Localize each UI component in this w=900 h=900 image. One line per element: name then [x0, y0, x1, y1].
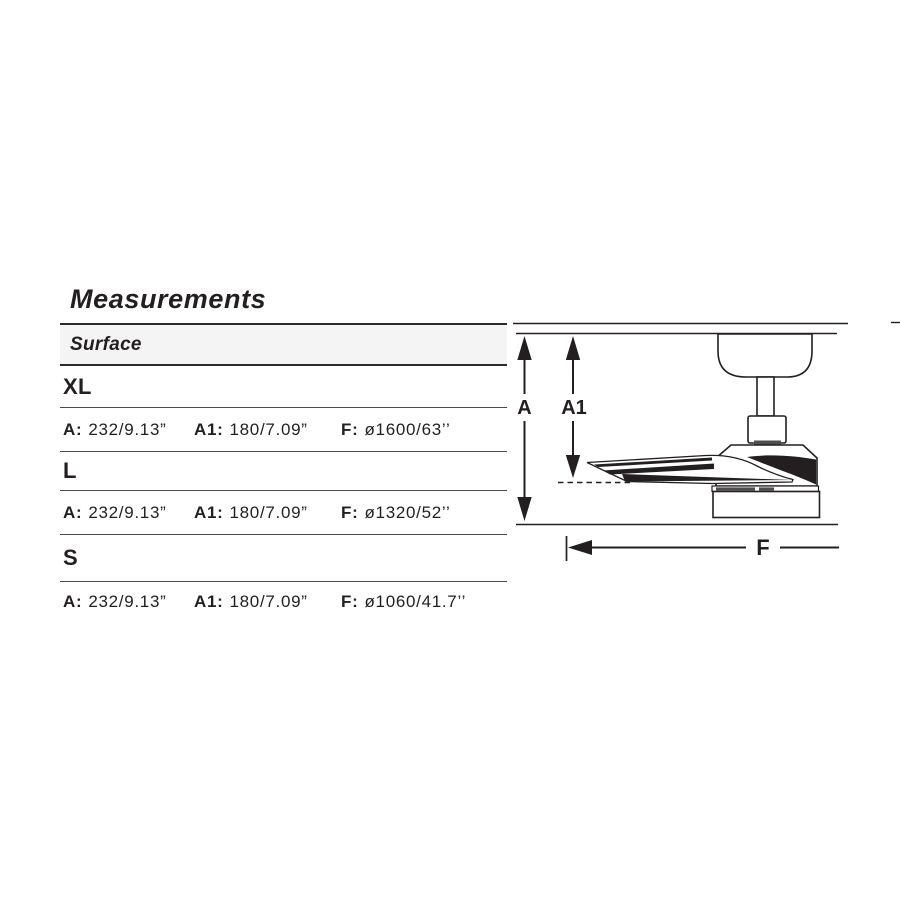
dim-a-key: A: — [63, 592, 83, 611]
surface-header-label: Surface — [70, 333, 142, 355]
dim-a-value: 232/9.13” — [88, 419, 167, 439]
dim-a1-value: 180/7.09” — [229, 502, 308, 522]
table-header-surface — [60, 325, 507, 366]
arrowhead-down-icon — [517, 497, 531, 521]
rim-segment-left — [716, 487, 755, 490]
dim-a1-value: 180/7.09” — [229, 419, 308, 439]
dim-f-value: ø1320/52’’ — [364, 502, 451, 522]
dim-a1-cell — [194, 420, 341, 440]
arrowhead-left-icon — [568, 540, 592, 555]
size-row-s — [60, 535, 507, 582]
measure-row-xl — [60, 408, 507, 452]
dim-f-key: F: — [341, 502, 359, 522]
dim-a-cell — [63, 420, 194, 440]
dim-f-cell — [341, 420, 451, 440]
rim-segment-right — [759, 487, 774, 490]
light-kit-box — [713, 492, 820, 518]
dim-f-key: F: — [341, 592, 359, 611]
dim-a1-key: A1: — [194, 592, 224, 611]
dim-f-cell — [341, 503, 451, 523]
fan-dimension-diagram — [500, 315, 900, 585]
size-row-l — [60, 452, 507, 491]
dim-a-cell — [63, 592, 194, 612]
dim-a-value: 232/9.13” — [88, 592, 167, 611]
size-label-xl: XL — [63, 373, 92, 399]
dim-a1-key: A1: — [194, 419, 224, 439]
ceiling-lines — [513, 323, 900, 334]
dim-f-cell — [341, 592, 466, 612]
size-label-s: S — [63, 545, 78, 570]
dimension-label-a1: A1 — [561, 397, 587, 419]
measure-row-s — [60, 582, 507, 622]
dim-f-value: ø1600/63’’ — [364, 419, 451, 439]
dim-a-cell — [63, 503, 194, 523]
mount-block — [748, 416, 786, 443]
dim-a1-cell — [194, 503, 341, 523]
dimension-arrow-a1 — [561, 336, 587, 478]
arrowhead-up-icon — [517, 336, 531, 360]
downrod — [757, 377, 774, 416]
size-label-l: L — [63, 458, 77, 483]
dim-f-value: ø1060/41.7’’ — [364, 592, 467, 611]
arrowhead-down-icon — [566, 455, 580, 478]
dim-a-key: A: — [63, 419, 83, 439]
arrowhead-up-icon — [566, 336, 580, 360]
measure-row-l — [60, 491, 507, 535]
dim-a-key: A: — [63, 502, 83, 522]
ceiling-fan-drawing — [587, 334, 820, 518]
dim-a-value: 232/9.13” — [88, 502, 167, 522]
dimension-arrow-f — [567, 535, 840, 561]
dim-a1-value: 180/7.09” — [229, 592, 308, 611]
dimension-label-a: A — [517, 397, 532, 419]
dim-a1-cell — [194, 592, 341, 612]
dim-a1-key: A1: — [194, 502, 224, 522]
dimension-label-f: F — [756, 535, 770, 560]
dimension-arrow-a — [517, 336, 531, 521]
page-title: Measurements — [70, 284, 267, 314]
dim-f-key: F: — [341, 419, 359, 439]
size-row-xl — [60, 366, 507, 408]
canopy — [718, 334, 812, 377]
measurements-table — [60, 323, 507, 622]
